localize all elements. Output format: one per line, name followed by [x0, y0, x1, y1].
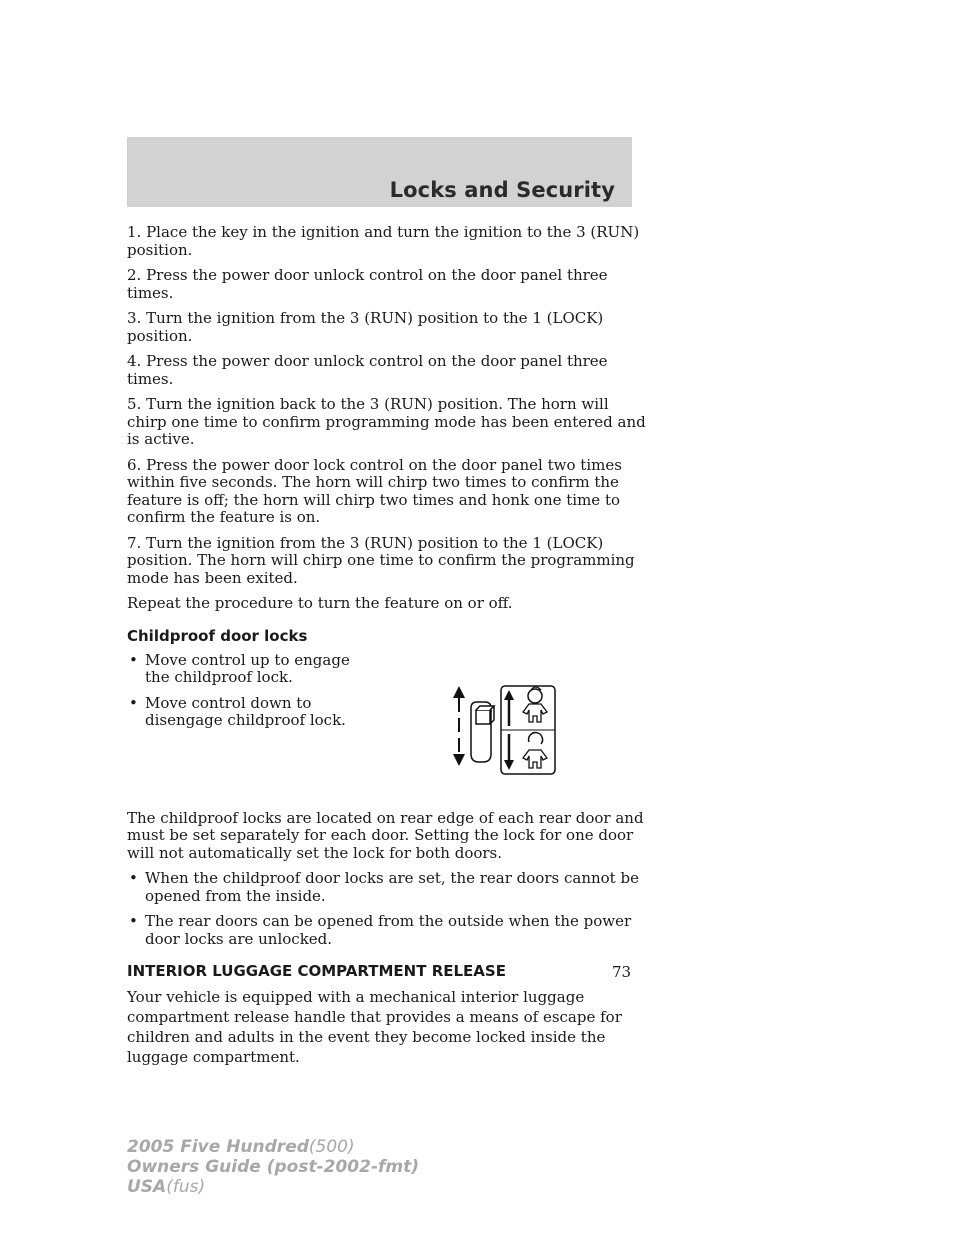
- step-6: 6. Press the power door lock control on the door panel two times within five seconds. The horn will chirp two times to confirm the feature is off; the horn will chirp two times and honk one time to confirm the feature is on.: [127, 455, 622, 526]
- step-1: 1. Place the key in the ignition and turn the ignition to the 3 (RUN) position.: [127, 223, 640, 259]
- page-number: 73: [612, 963, 632, 981]
- child-lock-panel-icon: [501, 686, 555, 774]
- childproof-block: [127, 652, 647, 810]
- header-band: [127, 137, 632, 207]
- bullet-locks-set: • When the childproof door locks are set, the rear doors cannot be opened from the inside.: [127, 870, 647, 905]
- childproof-bullets: [127, 652, 377, 730]
- childproof-description: The childproof locks are located on rear edge of each rear door and must be set separately for each door. Setting the lock for one door will not automatically set the lock for both doors.: [127, 808, 644, 862]
- childproof-lock-diagram: [449, 682, 569, 782]
- body-text: [127, 224, 647, 1075]
- childproof-heading: Childproof door locks: [127, 626, 308, 645]
- footer-line-1: 2005 Five Hundred(500): [127, 1137, 355, 1157]
- luggage-text: Your vehicle is equipped with a mechanical interior luggage compartment release handle that provides a means of escape for children and adults in the event they become locked inside the luggage compartment.: [127, 988, 622, 1066]
- bullet-outside-open: • The rear doors can be opened from the outside when the power door locks are unlocked.: [127, 913, 647, 948]
- luggage-heading: INTERIOR LUGGAGE COMPARTMENT RELEASE: [127, 962, 506, 980]
- step-7: 7. Turn the ignition from the 3 (RUN) position to the 1 (LOCK) position. The horn will chirp one time to confirm the programming mode has been exited.: [127, 533, 635, 587]
- step-4: 4. Press the power door unlock control on the door panel three times.: [127, 352, 608, 388]
- childproof-bullets-2: [127, 870, 647, 948]
- repeat-text: Repeat the procedure to turn the feature on or off.: [127, 594, 513, 612]
- footer-line-3: USA(fus): [127, 1177, 206, 1197]
- up-down-arrow-icon: [453, 686, 465, 766]
- step-3: 3. Turn the ignition from the 3 (RUN) position to the 1 (LOCK) position.: [127, 309, 604, 345]
- bullet-disengage: • Move control down to disengage childproof lock.: [127, 695, 377, 730]
- bullet-engage: • Move control up to engage the childproof lock.: [127, 652, 377, 687]
- lock-lever-icon: [471, 702, 494, 762]
- step-2: 2. Press the power door unlock control on the door panel three times.: [127, 266, 608, 302]
- section-title: Locks and Security: [389, 178, 615, 202]
- footer-line-2: Owners Guide (post-2002-fmt): [127, 1157, 420, 1177]
- step-5: 5. Turn the ignition back to the 3 (RUN) position. The horn will chirp one time to confirm programming mode has been entered and is active.: [127, 395, 646, 448]
- footer: [127, 1137, 419, 1197]
